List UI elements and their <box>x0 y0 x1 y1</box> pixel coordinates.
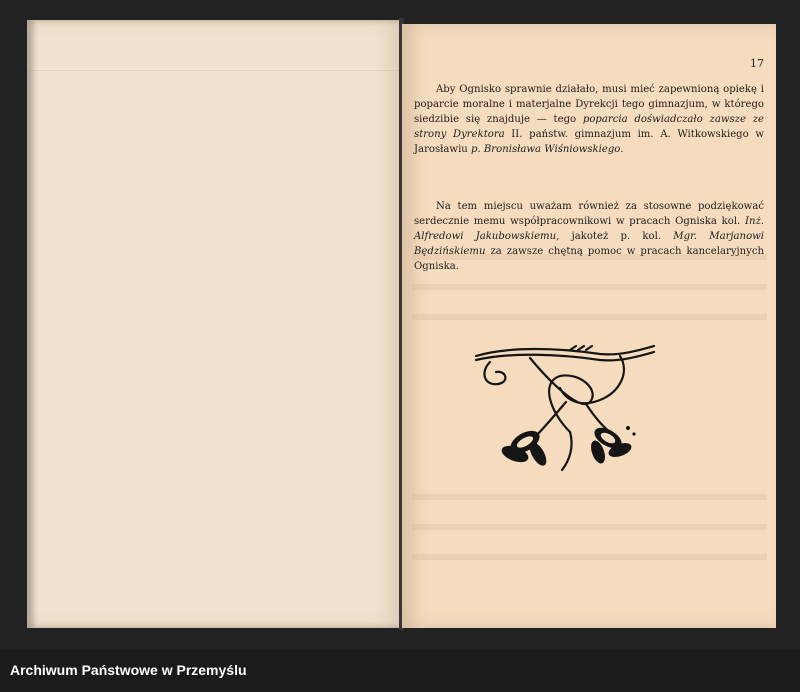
archive-footer-bar <box>0 650 800 692</box>
bleed-through-line <box>412 524 767 530</box>
archive-label: Archiwum Państwowe w Przemyślu <box>10 662 247 678</box>
bleed-through-line <box>412 284 767 290</box>
bleed-through-line <box>412 314 767 320</box>
paragraph-acknowledgements: Na tem miejscu uważam również za stosowne podziękować serdecznie memu współpracownikowi w pracach Ogniska kol. Inż. Alfredowi Jakubowskiemu, jakoteż p. kol. Mgr. Marjanowi Będzińskiemu za zawsze chętną pomoc w pracach kancelaryjnych Ogniska. <box>414 201 765 272</box>
bleed-through-line <box>412 494 767 500</box>
bleed-through-line <box>412 554 767 560</box>
left-page-blank <box>27 20 401 628</box>
paragraph-ognisko-support: Aby Ognisko sprawnie działało, musi mieć zapewnioną opiekę i poparcie moralne i materjalne Dyrekcji tego gimnazjum, w którego siedzibie się znajduje — tego poparcia doświadczało zawsze ze strony Dyrektora II. państw. gimnazjum im. A. Witkowskiego w Jarosławiu p. Bronisława Wiśniowskiego. <box>414 84 765 155</box>
right-page <box>402 24 776 628</box>
page-crease <box>27 70 401 71</box>
page-number: 17 <box>750 57 764 70</box>
floral-ornament-icon <box>470 342 660 482</box>
